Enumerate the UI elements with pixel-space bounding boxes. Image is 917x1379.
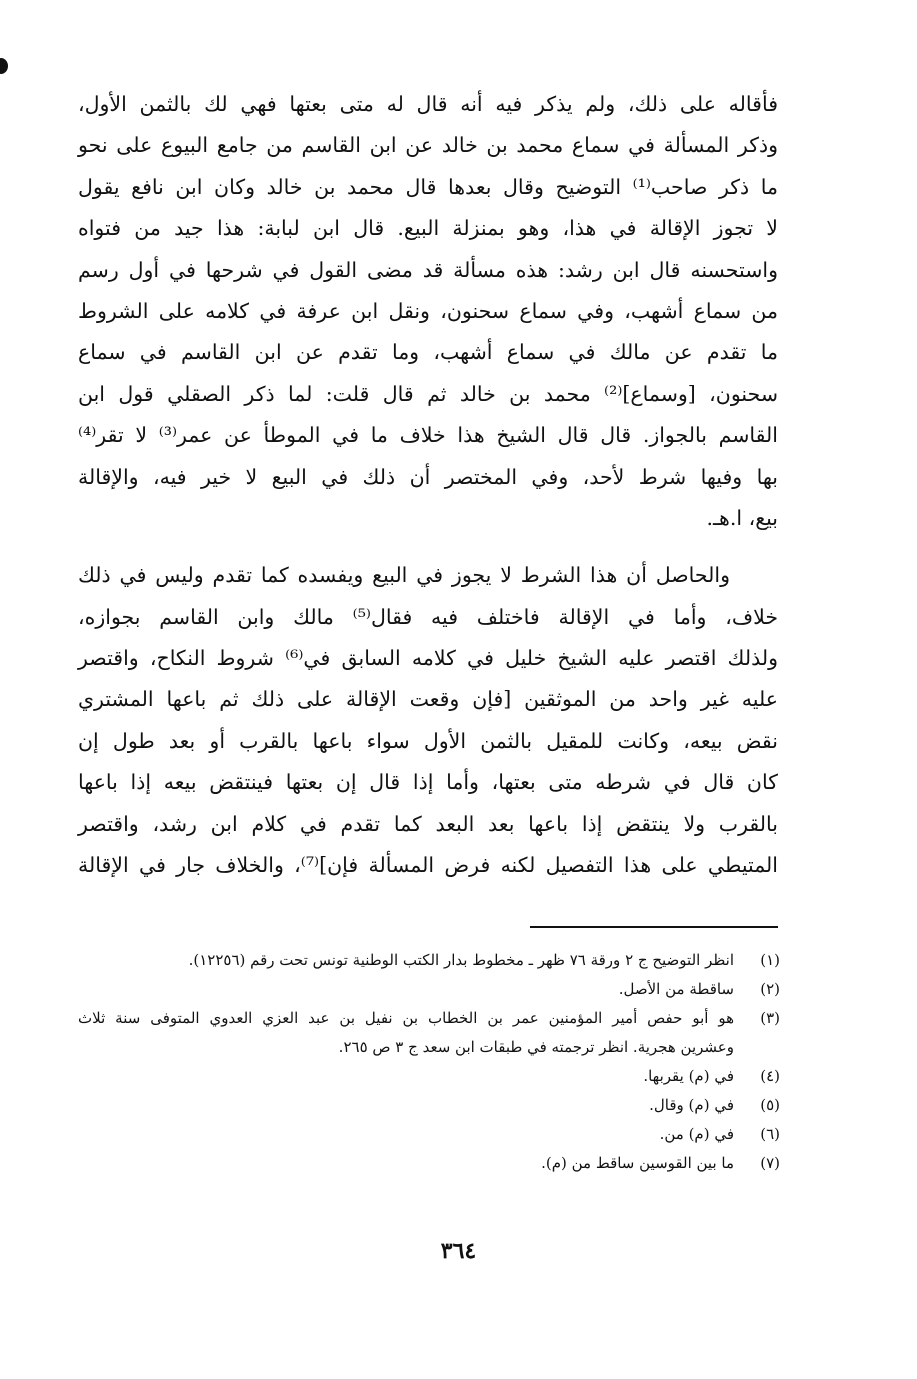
footnote-line: ساقطة من الأصل. [618,980,734,998]
footnote-line: هو أبو حفص أمير المؤمنين عمر بن الخطاب بن نفيل بن عبد العزي العدوي المتوفى سنة ثلاث [78,1009,734,1027]
text-line: المتيطي على هذا التفصيل لكنه فرض المسألة فإن]⁽⁷⁾، والخلاف جار في الإقالة [78,853,778,878]
footnote-number: (٥) [760,1096,780,1114]
margin-ink-mark [0,58,8,74]
footnote-text [78,946,734,975]
footnote-line: ما بين القوسين ساقط من (م). [541,1154,734,1172]
text-line: وذكر المسألة في سماع محمد بن خالد عن ابن القاسم من جامع البيوع على نحو [78,133,778,158]
text-line: ما تقدم عن مالك في سماع أشهب، وما تقدم عن ابن القاسم في سماع [78,340,778,365]
footnote-number: (٦) [760,1125,780,1143]
text-line: نقض بيعه، وكانت للمقيل بالثمن الأول سواء باعها بالقرب أو بعد طول إن [78,728,778,753]
page-number: ٣٦٤ [440,1238,477,1264]
footnote-text [78,1149,734,1178]
footnote-line: انظر التوضيح ج ٢ ورقة ٧٦ ظهر ـ مخطوط بدار الكتب الوطنية تونس تحت رقم (١٢٢٥٦). [188,951,734,969]
footnote [78,1091,780,1120]
footnote [78,1149,780,1178]
footnote-number: (٤) [760,1067,780,1085]
paragraph-gap [78,539,778,555]
text-line: لا تجوز الإقالة في هذا، وهو بمنزلة البيع. قال ابن لبابة: هذا جيد من فتواه [78,216,778,241]
footnote-line: في (م) من. [659,1125,734,1143]
text-line: كان قال في شرطه متى بعتها، وأما إذا قال إن بعتها فينتقض بيعه إذا باعها [78,770,778,795]
text-line: ما ذكر صاحب⁽¹⁾ التوضيح وقال بعدها قال محمد بن خالد وكان ابن نافع يقول [78,174,778,199]
footnote-separator [530,926,778,928]
text-line: والحاصل أن هذا الشرط لا يجوز في البيع ويفسده كما تقدم وليس في ذلك [78,563,730,588]
text-line: بها وفيها شرط لأحد، وفي المختصر أن ذلك في البيع لا خير فيه، والإقالة [78,464,778,489]
footnote-text [78,1091,734,1120]
footnote-line: في (م) يقربها. [643,1067,734,1085]
footnotes [78,946,780,1178]
footnote-number: (٣) [760,1009,780,1027]
text-line: خلاف، وأما في الإقالة فاختلف فيه فقال⁽⁵⁾ مالك وابن القاسم بجوازه، [78,604,778,629]
text-line: القاسم بالجواز. قال قال الشيخ هذا خلاف ما في الموطأ عن عمر⁽³⁾ لا تقر⁽⁴⁾ [78,423,778,448]
paragraph-2 [78,555,778,886]
footnote [78,946,780,975]
footnote-line: وعشرين هجرية. انظر ترجمته في طبقات ابن سعد ج ٣ ص ٢٦٥. [338,1038,734,1056]
text-line: بالقرب ولا ينتقض إذا باعها بعد البعد كما تقدم في كلام ابن رشد، واقتصر [78,811,778,836]
footnote [78,1004,780,1062]
paragraph-1 [78,84,778,539]
footnote-number: (٧) [760,1154,780,1172]
text-line: ولذلك اقتصر عليه الشيخ خليل في كلامه السابق في⁽⁶⁾ شروط النكاح، واقتصر [78,646,778,671]
text-line: عليه غير واحد من الموثقين [فإن وقعت الإقالة على ذلك ثم باعها المشتري [78,687,778,712]
footnote-number: (١) [760,951,780,969]
footnote-text [78,975,734,1004]
footnote-line: في (م) وقال. [649,1096,734,1114]
footnote [78,1062,780,1091]
footnote-text [78,1120,734,1149]
footnote-number: (٢) [760,980,780,998]
footnote [78,975,780,1004]
text-line: فأقاله على ذلك، ولم يذكر فيه أنه قال له متى بعتها فهي لك بالثمن الأول، [78,92,778,116]
footnote [78,1120,780,1149]
text-line: من سماع أشهب، وفي سماع سحنون، ونقل ابن عرفة في كلامه على الشروط [78,298,778,323]
footnote-text [78,1062,734,1091]
footnote-text [78,1004,734,1062]
main-text [78,84,778,886]
text-line: واستحسنه قال ابن رشد: هذه مسألة قد مضى القول في شرحها في أول رسم [78,257,778,282]
text-line: سحنون، [وسماع]⁽²⁾ محمد بن خالد ثم قال قلت: لما ذكر الصقلي قول ابن [78,381,779,406]
text-line: بيع، ا.هـ. [706,505,778,530]
